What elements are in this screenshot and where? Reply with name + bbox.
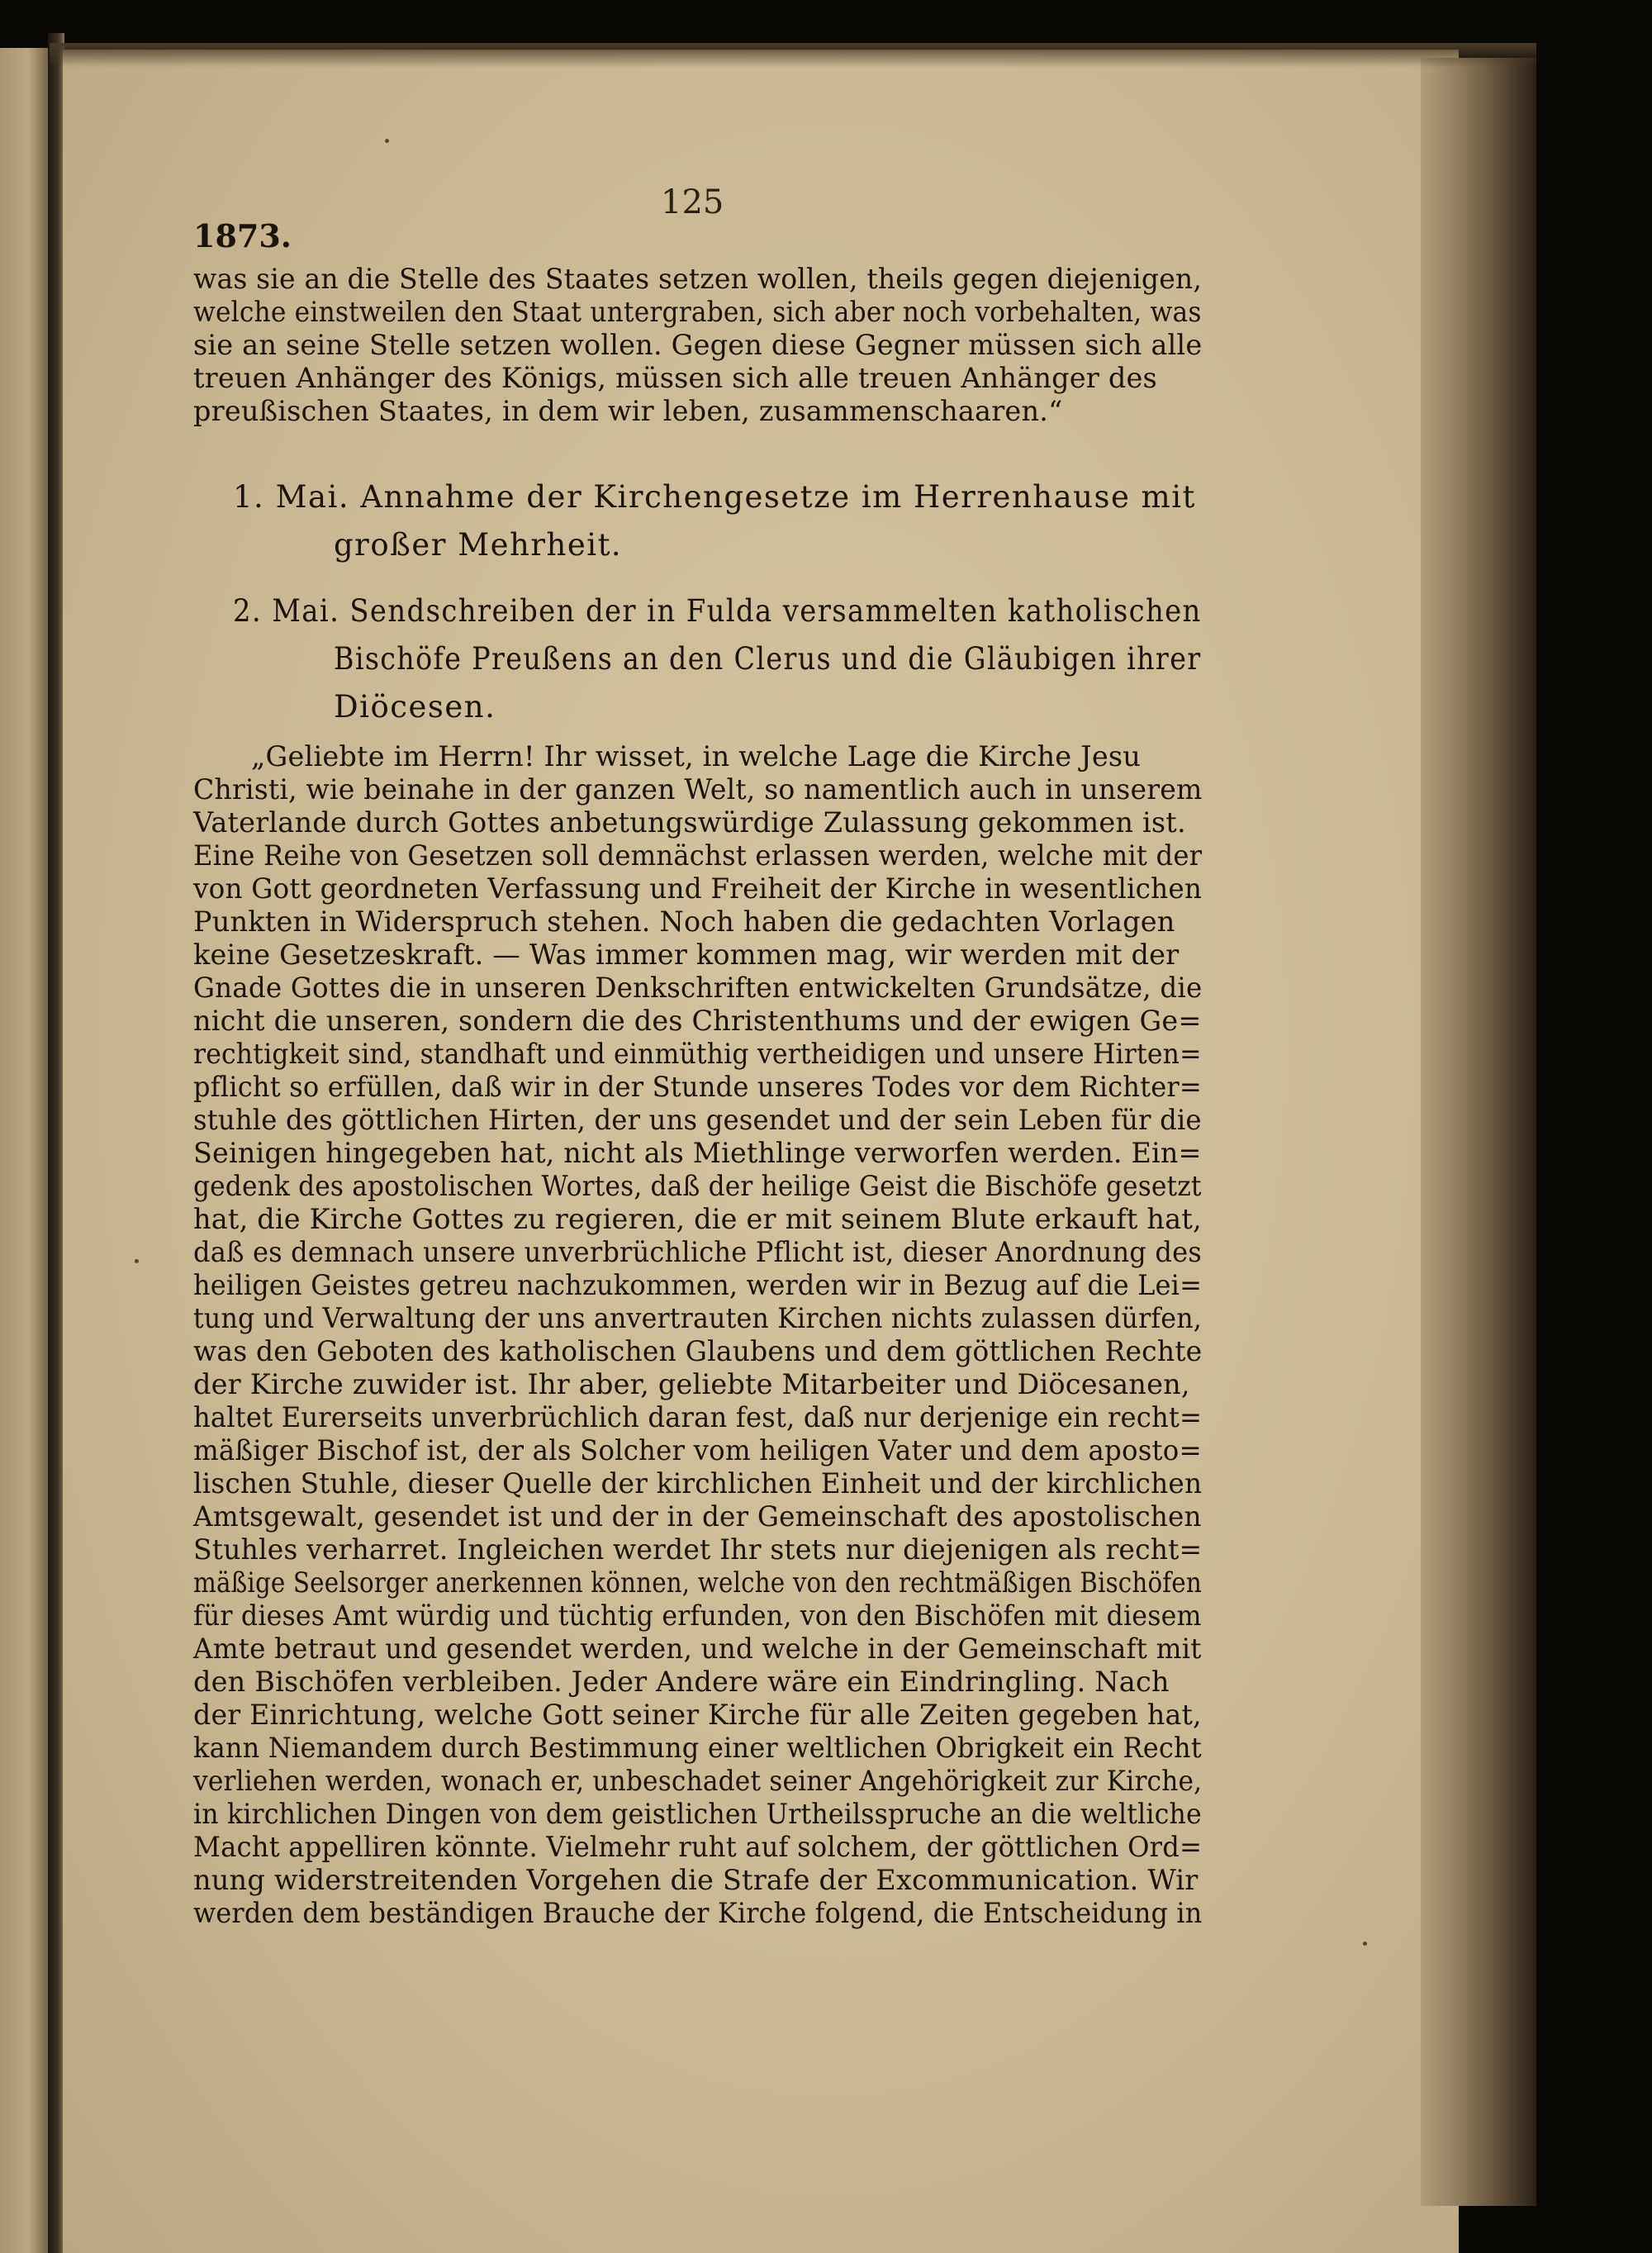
paragraph-line: nung widerstreitenden Vorgehen die Strafe der Excommunication. Wir — [193, 1864, 1199, 1896]
paragraph-line: nicht die unseren, sondern die des Christenthums und der ewigen Ge= — [193, 1005, 1202, 1037]
paragraph-line: werden dem beständigen Brauche der Kirche folgend, die Entscheidung in — [193, 1897, 1203, 1929]
chronicle-entry-line: Diöcesen. — [334, 689, 496, 725]
paper-speck — [385, 139, 389, 143]
paper-speck — [1363, 1942, 1367, 1946]
paragraph-line: stuhle des göttlichen Hirten, der uns gesendet und der sein Leben für die — [193, 1104, 1202, 1136]
chronicle-entry-line: 2. Mai. Sendschreiben der in Fulda versammelten katholischen — [233, 593, 1202, 629]
chronicle-entry-line: großer Mehrheit. — [334, 527, 623, 563]
paragraph-line: Punkten in Widerspruch stehen. Noch haben die gedachten Vorlagen — [193, 905, 1175, 938]
paragraph-line: mäßige Seelsorger anerkennen können, welche von den rechtmäßigen Bischöfen — [193, 1566, 1202, 1599]
paragraph-line: Amtsgewalt, gesendet ist und der in der Gemeinschaft des apostolischen — [193, 1500, 1202, 1533]
year-heading: 1873. — [193, 217, 292, 254]
paragraph-line: Gnade Gottes die in unseren Denkschriften entwickelten Grundsätze, die — [193, 972, 1203, 1004]
paragraph-line: preußischen Staates, in dem wir leben, zusammenschaaren.“ — [193, 395, 1063, 427]
paragraph-line: gedenk des apostolischen Wortes, daß der heilige Geist die Bischöfe gesetzt — [193, 1170, 1202, 1202]
paragraph-line: Vaterlande durch Gottes anbetungswürdige Zulassung gekommen ist. — [193, 806, 1186, 839]
book-gutter — [48, 33, 64, 2253]
paragraph-line: daß es demnach unsere unverbrüchliche Pflicht ist, dieser Anordnung des — [193, 1236, 1202, 1268]
paragraph-line: verliehen werden, wonach er, unbeschadet seiner Angehörigkeit zur Kirche, — [193, 1765, 1203, 1797]
chronicle-entry-line: Bischöfe Preußens an den Clerus und die Gläubigen ihrer — [334, 641, 1202, 677]
paragraph-line: lischen Stuhle, dieser Quelle der kirchlichen Einheit und der kirchlichen — [193, 1467, 1203, 1500]
paragraph-line: Eine Reihe von Gesetzen soll demnächst erlassen werden, welche mit der — [193, 839, 1203, 872]
paragraph-line: hat, die Kirche Gottes zu regieren, die er mit seinem Blute erkauft hat, — [193, 1203, 1202, 1235]
paragraph-line: treuen Anhänger des Königs, müssen sich alle treuen Anhänger des — [193, 362, 1157, 394]
paragraph-line: in kirchlichen Dingen von dem geistlichen Urtheilsspruche an die weltliche — [193, 1798, 1202, 1830]
paragraph-line: tung und Verwaltung der uns anvertrauten Kirchen nichts zulassen dürfen, — [193, 1302, 1203, 1334]
left-page-edge — [0, 48, 51, 2253]
paragraph-line: von Gott geordneten Verfassung und Freiheit der Kirche in wesentlichen — [193, 872, 1203, 905]
paragraph-line: kann Niemandem durch Bestimmung einer weltlichen Obrigkeit ein Recht — [193, 1732, 1202, 1764]
paragraph-line: Stuhles verharret. Ingleichen werdet Ihr stets nur diejenigen als recht= — [193, 1533, 1203, 1566]
paragraph-line: was den Geboten des katholischen Glaubens und dem göttlichen Rechte — [193, 1335, 1203, 1367]
paragraph-line: für dieses Amt würdig und tüchtig erfunden, von den Bischöfen mit diesem — [193, 1599, 1202, 1632]
chronicle-entry-line: 1. Mai. Annahme der Kirchengesetze im Herrenhause mit — [233, 479, 1196, 515]
page-stack-edge — [1421, 58, 1536, 2206]
paragraph-line: Christi, wie beinahe in der ganzen Welt, so namentlich auch in unserem — [193, 773, 1203, 806]
paragraph-line: keine Gesetzeskraft. — Was immer kommen mag, wir werden mit der — [193, 939, 1180, 971]
paragraph-line: Amte betraut und gesendet werden, und welche in der Gemeinschaft mit — [193, 1633, 1202, 1665]
paragraph-line: sie an seine Stelle setzen wollen. Gegen diese Gegner müssen sich alle — [193, 329, 1203, 361]
paragraph-line: heiligen Geistes getreu nachzukommen, werden wir in Bezug auf die Lei= — [193, 1269, 1203, 1301]
paragraph-line: mäßiger Bischof ist, der als Solcher vom heiligen Vater und dem aposto= — [193, 1434, 1202, 1466]
page-number: 125 — [661, 183, 724, 221]
paragraph-line: Seinigen hingegeben hat, nicht als Miethlinge verworfen werden. Ein= — [193, 1137, 1202, 1169]
top-shadow — [50, 43, 1536, 68]
paragraph-line: welche einstweilen den Staat untergraben, sich aber noch vorbehalten, was — [193, 296, 1202, 328]
paragraph-line: der Kirche zuwider ist. Ihr aber, geliebte Mitarbeiter und Diöcesanen, — [193, 1368, 1190, 1400]
paper-speck — [135, 1259, 139, 1263]
paragraph-line: „Geliebte im Herrn! Ihr wisset, in welche Lage die Kirche Jesu — [251, 740, 1142, 772]
paragraph-line: der Einrichtung, welche Gott seiner Kirche für alle Zeiten gegeben hat, — [193, 1699, 1202, 1731]
paragraph-line: pflicht so erfüllen, daß wir in der Stunde unseres Todes vor dem Richter= — [193, 1071, 1203, 1103]
paragraph-line: rechtigkeit sind, standhaft und einmüthig vertheidigen und unsere Hirten= — [193, 1038, 1202, 1070]
paragraph-line: was sie an die Stelle des Staates setzen wollen, theils gegen diejenigen, — [193, 263, 1203, 295]
paragraph-line: haltet Eurerseits unverbrüchlich daran fest, daß nur derjenige ein recht= — [193, 1401, 1203, 1433]
paragraph-line: den Bischöfen verbleiben. Jeder Andere wäre ein Eindringling. Nach — [193, 1666, 1170, 1698]
paragraph-line: Macht appelliren könnte. Vielmehr ruht auf solchem, der göttlichen Ord= — [193, 1831, 1203, 1863]
